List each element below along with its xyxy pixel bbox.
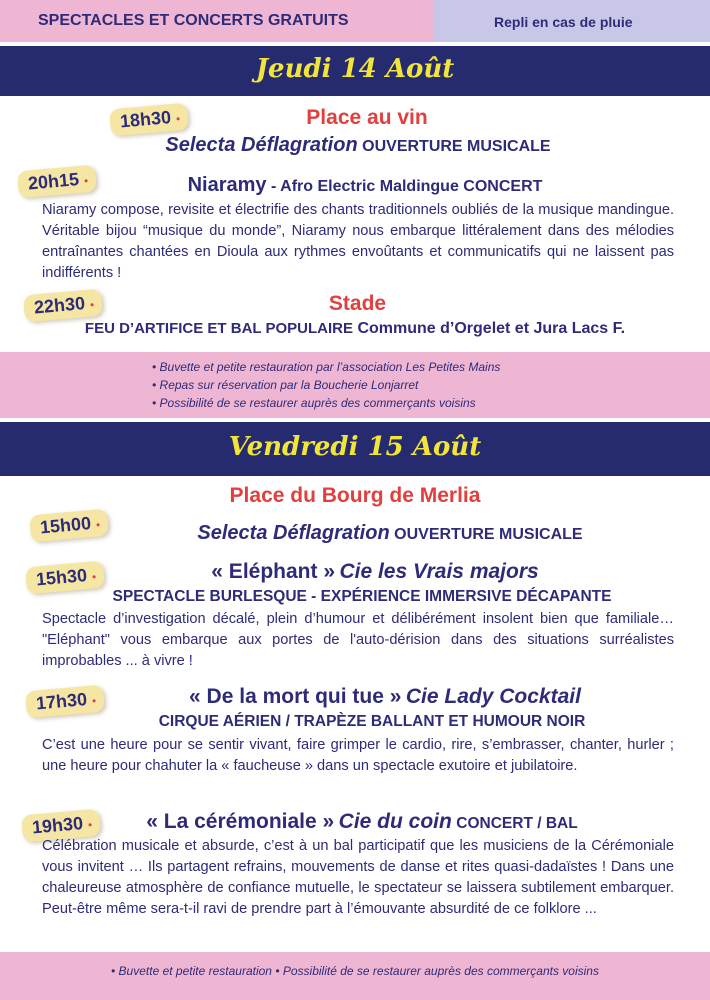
- event-line: [0, 685, 710, 709]
- time-badge: 18h30 •: [109, 103, 189, 137]
- show-title: « De la mort qui tue »: [189, 685, 402, 708]
- event-line: [0, 134, 710, 157]
- day1-title: Jeudi 14 Août: [255, 54, 455, 84]
- time-badge: 19h30 •: [21, 809, 101, 843]
- event-subtitle: - Afro Electric Maldingue: [266, 178, 464, 195]
- page-title: SPECTACLES ET CONCERTS GRATUITS: [38, 12, 349, 29]
- event-line: [0, 522, 710, 545]
- event-tag: OUVERTURE MUSICALE: [394, 526, 583, 543]
- event-line: [0, 174, 710, 197]
- event-subtitle: Commune d’Orgelet et Jura Lacs F.: [357, 320, 626, 337]
- venue-title: Place du Bourg de Merlia: [229, 484, 481, 507]
- event-tag: CIRQUE AÉRIEN / TRAPÈZE BALLANT ET HUMOUR NOIR: [158, 713, 586, 730]
- day2-title: Vendredi 15 Août: [228, 432, 482, 462]
- event-tag: CONCERT / BAL: [456, 815, 578, 832]
- company-name: Cie du coin: [338, 810, 452, 833]
- event-description: Célébration musicale et absurde, c’est à un bal participatif que les musiciens de la Cérémoniale vous invitent … Ils partagent refrains, mouvements de danse et rites quasi-dadaïstes ! Dans une chaleureuse atmosphère de confiance mutuelle, le spectateur se laissera subtilement embarquer. Peut-être même sera-t-il ravi de prendre part à l’émouvante absurdité de ce folklore ...: [42, 838, 674, 917]
- event-description: Spectacle d’investigation décalé, plein d’humour et délibérément insolent bien que familiale… "Eléphant" vous embarque aux portes de l'auto-dérision dans des situations surréalistes improbables ... à vivre !: [42, 611, 674, 669]
- company-name: Cie Lady Cocktail: [405, 685, 581, 708]
- event-description: C’est une heure pour se sentir vivant, faire grimper le cardio, rire, s’embrasser, chanter, hurler ; une heure pour chahuter la « faucheuse » dans un spectacle exutoire et jubilatoire.: [42, 737, 674, 774]
- event-tag: OUVERTURE MUSICALE: [362, 138, 551, 155]
- event-line: [0, 810, 710, 834]
- event-tag: FEU D’ARTIFICE ET BAL POPULAIRE: [84, 320, 353, 337]
- footer-note: • Buvette et petite restauration • Possibilité de se restaurer auprès des commerçants voisins: [111, 964, 599, 978]
- event-description: Niaramy compose, revisite et électrifie des chants traditionnels oubliés de la musique mandingue. Véritable bijou “musique du monde”, Niaramy nous embarque littéralement dans des mélodies entraînantes chantées en Dioula aux rythmes envoûtants et communicatifs qui ne laissent pas indifférents !: [42, 202, 674, 281]
- time-badge: 17h30 •: [25, 685, 105, 719]
- info-item: • Possibilité de se restaurer auprès des commerçants voisins: [152, 396, 476, 410]
- info-item: • Buvette et petite restauration par l’association Les Petites Mains: [152, 360, 501, 374]
- artist-name: Selecta Déflagration: [165, 134, 358, 156]
- show-title: « Eléphant »: [211, 560, 335, 583]
- event-line: [0, 320, 710, 338]
- time-badge: 22h30 •: [23, 289, 103, 323]
- event-line: [0, 560, 710, 584]
- info-item: • Repas sur réservation par la Boucherie Lonjarret: [152, 378, 419, 392]
- time-badge: 20h15 •: [17, 165, 97, 199]
- company-name: Cie les Vrais majors: [339, 560, 539, 583]
- show-title: « La cérémoniale »: [146, 810, 335, 833]
- time-badge: 15h00 •: [29, 509, 109, 543]
- info-list: [152, 358, 500, 412]
- time-badge: 15h30 •: [25, 561, 105, 595]
- artist-name: Selecta Déflagration: [197, 522, 390, 544]
- event-tag: SPECTACLE BURLESQUE - EXPÉRIENCE IMMERSIVE DÉCAPANTE: [112, 588, 612, 605]
- artist-name: Niaramy: [187, 174, 267, 196]
- venue-title: Place au vin: [306, 106, 428, 129]
- event-tag: CONCERT: [463, 178, 543, 195]
- rain-note: Repli en cas de pluie: [494, 14, 633, 30]
- venue-title: Stade: [328, 292, 387, 315]
